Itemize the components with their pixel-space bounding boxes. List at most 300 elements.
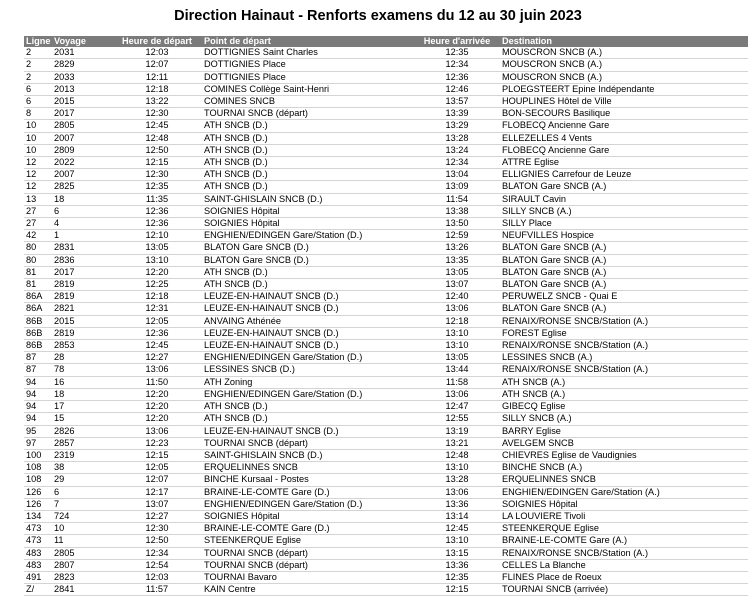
cell-destination: CELLES La Blanche [500,559,748,571]
cell-ligne: 81 [24,266,52,278]
cell-voyage: 6 [52,486,112,498]
cell-heure-arrivee: 13:28 [414,132,500,144]
cell-ligne: 10 [24,120,52,132]
cell-point-depart: KAIN Centre [202,584,414,596]
column-header-destination: Destination [500,36,748,47]
cell-heure-arrivee: 12:34 [414,59,500,71]
cell-voyage: 2831 [52,242,112,254]
cell-destination: TOURNAI SNCB (arrivée) [500,584,748,596]
cell-heure-depart: 12:20 [112,413,202,425]
cell-heure-depart: 12:20 [112,388,202,400]
cell-heure-depart: 12:05 [112,315,202,327]
cell-point-depart: TOURNAI SNCB (départ) [202,437,414,449]
cell-ligne: 134 [24,510,52,522]
cell-heure-depart: 12:30 [112,169,202,181]
cell-heure-depart: 12:17 [112,486,202,498]
cell-heure-arrivee: 12:59 [414,230,500,242]
column-header-heure-arrivee: Heure d'arrivée [414,36,500,47]
table-row [24,352,748,364]
cell-heure-arrivee: 13:19 [414,425,500,437]
column-header-voyage: Voyage [52,36,112,47]
cell-destination: BON-SECOURS Basilique [500,108,748,120]
cell-ligne: 86A [24,303,52,315]
cell-voyage: 2319 [52,449,112,461]
cell-ligne: 95 [24,425,52,437]
cell-voyage: 2841 [52,584,112,596]
cell-destination: SILLY SNCB (A.) [500,413,748,425]
cell-voyage: 2805 [52,547,112,559]
cell-point-depart: COMINES SNCB [202,96,414,108]
table-row [24,120,748,132]
cell-heure-arrivee: 12:48 [414,449,500,461]
cell-voyage: 2836 [52,254,112,266]
cell-ligne: 2 [24,59,52,71]
table-row [24,169,748,181]
cell-heure-arrivee: 12:34 [414,157,500,169]
cell-ligne: 10 [24,132,52,144]
cell-destination: FLINES Place de Roeux [500,571,748,583]
cell-ligne: 473 [24,535,52,547]
cell-point-depart: ATH SNCB (D.) [202,144,414,156]
cell-heure-arrivee: 13:15 [414,547,500,559]
cell-destination: HOUPLINES Hôtel de Ville [500,96,748,108]
cell-heure-depart: 12:30 [112,108,202,120]
cell-heure-arrivee: 11:54 [414,193,500,205]
table-row [24,47,748,59]
cell-heure-arrivee: 13:21 [414,437,500,449]
cell-point-depart: ENGHIEN/EDINGEN Gare/Station (D.) [202,498,414,510]
cell-point-depart: ATH SNCB (D.) [202,132,414,144]
cell-heure-depart: 13:22 [112,96,202,108]
column-header-heure-depart: Heure de départ [112,36,202,47]
cell-heure-depart: 13:06 [112,364,202,376]
cell-ligne: 86B [24,327,52,339]
cell-voyage: 2819 [52,279,112,291]
cell-heure-arrivee: 13:04 [414,169,500,181]
cell-voyage: 2826 [52,425,112,437]
cell-voyage: 2819 [52,291,112,303]
cell-point-depart: ATH SNCB (D.) [202,266,414,278]
cell-destination: MOUSCRON SNCB (A.) [500,47,748,59]
cell-voyage: 2022 [52,157,112,169]
cell-point-depart: ATH SNCB (D.) [202,401,414,413]
cell-destination: AVELGEM SNCB [500,437,748,449]
cell-heure-arrivee: 12:36 [414,71,500,83]
cell-ligne: 42 [24,230,52,242]
cell-point-depart: DOTTIGNIES Place [202,71,414,83]
cell-heure-depart: 12:15 [112,157,202,169]
table-body [24,47,748,596]
cell-voyage: 17 [52,401,112,413]
table-row [24,254,748,266]
cell-point-depart: ATH SNCB (D.) [202,413,414,425]
table-row [24,498,748,510]
cell-destination: RENAIX/RONSE SNCB/Station (A.) [500,547,748,559]
cell-destination: RENAIX/RONSE SNCB/Station (A.) [500,340,748,352]
cell-destination: GIBECQ Eglise [500,401,748,413]
cell-destination: PLOEGSTEERT Epine Indépendante [500,83,748,95]
cell-point-depart: ENGHIEN/EDINGEN Gare/Station (D.) [202,230,414,242]
table-row [24,157,748,169]
cell-point-depart: TOURNAI SNCB (départ) [202,547,414,559]
cell-destination: CHIEVRES Eglise de Vaudignies [500,449,748,461]
cell-voyage: 16 [52,376,112,388]
table-row [24,291,748,303]
cell-point-depart: DOTTIGNIES Saint Charles [202,47,414,59]
cell-heure-arrivee: 12:40 [414,291,500,303]
cell-heure-depart: 12:27 [112,352,202,364]
cell-heure-arrivee: 12:18 [414,315,500,327]
cell-heure-depart: 12:07 [112,59,202,71]
cell-heure-depart: 12:11 [112,71,202,83]
cell-heure-depart: 12:20 [112,266,202,278]
table-row [24,144,748,156]
cell-ligne: 81 [24,279,52,291]
cell-ligne: 2 [24,47,52,59]
cell-heure-arrivee: 12:35 [414,571,500,583]
table-row [24,364,748,376]
table-row [24,547,748,559]
cell-heure-depart: 13:05 [112,242,202,254]
cell-destination: MOUSCRON SNCB (A.) [500,59,748,71]
table-row [24,376,748,388]
table-row [24,449,748,461]
cell-point-depart: LESSINES SNCB (D.) [202,364,414,376]
cell-ligne: 10 [24,144,52,156]
cell-point-depart: SOIGNIES Hôpital [202,218,414,230]
cell-voyage: 29 [52,474,112,486]
cell-point-depart: ATH SNCB (D.) [202,181,414,193]
cell-voyage: 2807 [52,559,112,571]
cell-heure-depart: 12:25 [112,279,202,291]
cell-voyage: 38 [52,462,112,474]
cell-heure-depart: 12:54 [112,559,202,571]
cell-heure-arrivee: 12:15 [414,584,500,596]
cell-point-depart: ATH Zoning [202,376,414,388]
cell-voyage: 2819 [52,327,112,339]
cell-ligne: 483 [24,559,52,571]
cell-point-depart: TOURNAI SNCB (départ) [202,108,414,120]
cell-heure-depart: 12:36 [112,327,202,339]
cell-point-depart: SOIGNIES Hôpital [202,510,414,522]
cell-destination: ATH SNCB (A.) [500,388,748,400]
cell-point-depart: TOURNAI Bavaro [202,571,414,583]
cell-point-depart: BRAINE-LE-COMTE Gare (D.) [202,486,414,498]
table-row [24,205,748,217]
table-row [24,230,748,242]
cell-ligne: 94 [24,376,52,388]
cell-heure-depart: 11:57 [112,584,202,596]
cell-destination: BLATON Gare SNCB (A.) [500,254,748,266]
cell-voyage: 2015 [52,96,112,108]
cell-ligne: 94 [24,388,52,400]
cell-destination: ERQUELINNES SNCB [500,474,748,486]
table-row [24,462,748,474]
cell-voyage: 2829 [52,59,112,71]
cell-heure-arrivee: 13:24 [414,144,500,156]
cell-voyage: 6 [52,205,112,217]
cell-ligne: 27 [24,205,52,217]
cell-destination: ENGHIEN/EDINGEN Gare/Station (A.) [500,486,748,498]
table-row [24,303,748,315]
cell-destination: SILLY SNCB (A.) [500,205,748,217]
cell-point-depart: ERQUELINNES SNCB [202,462,414,474]
cell-destination: PERUWELZ SNCB - Quai E [500,291,748,303]
cell-voyage: 1 [52,230,112,242]
table-row [24,535,748,547]
cell-heure-depart: 12:15 [112,449,202,461]
document-title: Direction Hainaut - Renforts examens du 12 au 30 juin 2023 [174,8,582,24]
cell-heure-arrivee: 12:45 [414,523,500,535]
cell-heure-arrivee: 13:38 [414,205,500,217]
cell-heure-depart: 12:45 [112,340,202,352]
cell-heure-depart: 12:50 [112,535,202,547]
cell-heure-arrivee: 13:35 [414,254,500,266]
column-header-ligne: Ligne [26,36,51,46]
cell-destination: ATTRE Eglise [500,157,748,169]
table-row [24,474,748,486]
cell-voyage: 78 [52,364,112,376]
cell-point-depart: COMINES Collège Saint-Henri [202,83,414,95]
table-row [24,193,748,205]
cell-heure-depart: 12:45 [112,120,202,132]
cell-heure-depart: 12:03 [112,47,202,59]
table-row [24,71,748,83]
cell-point-depart: LEUZE-EN-HAINAUT SNCB (D.) [202,340,414,352]
cell-heure-arrivee: 13:50 [414,218,500,230]
cell-voyage: 11 [52,535,112,547]
cell-voyage: 2809 [52,144,112,156]
table-row [24,388,748,400]
cell-voyage: 10 [52,523,112,535]
table-row [24,279,748,291]
cell-heure-depart: 12:18 [112,291,202,303]
table-row [24,523,748,535]
cell-destination: RENAIX/RONSE SNCB/Station (A.) [500,315,748,327]
cell-ligne: 491 [24,571,52,583]
cell-heure-arrivee: 13:39 [414,108,500,120]
cell-heure-arrivee: 13:28 [414,474,500,486]
cell-point-depart: BRAINE-LE-COMTE Gare (D.) [202,523,414,535]
cell-voyage: 7 [52,498,112,510]
cell-heure-arrivee: 13:10 [414,535,500,547]
cell-destination: BLATON Gare SNCB (A.) [500,303,748,315]
cell-ligne: 86B [24,340,52,352]
cell-ligne: 13 [24,193,52,205]
table-row [24,132,748,144]
table-row [24,510,748,522]
table-row [24,242,748,254]
schedule-table [24,36,748,596]
cell-voyage: 18 [52,388,112,400]
cell-voyage: 2013 [52,83,112,95]
cell-voyage: 2805 [52,120,112,132]
cell-ligne: 80 [24,242,52,254]
cell-ligne: 12 [24,181,52,193]
cell-heure-arrivee: 13:05 [414,266,500,278]
cell-voyage: 2007 [52,169,112,181]
cell-point-depart: LEUZE-EN-HAINAUT SNCB (D.) [202,327,414,339]
cell-voyage: 2825 [52,181,112,193]
cell-destination: ELLIGNIES Carrefour de Leuze [500,169,748,181]
cell-voyage: 2857 [52,437,112,449]
cell-voyage: 2821 [52,303,112,315]
cell-point-depart: STEENKERQUE Eglise [202,535,414,547]
cell-destination: ATH SNCB (A.) [500,376,748,388]
cell-heure-depart: 13:06 [112,425,202,437]
cell-heure-depart: 12:10 [112,230,202,242]
table-row [24,486,748,498]
cell-point-depart: ATH SNCB (D.) [202,279,414,291]
cell-heure-arrivee: 13:10 [414,327,500,339]
table-row [24,401,748,413]
cell-point-depart: SAINT-GHISLAIN SNCB (D.) [202,449,414,461]
cell-heure-depart: 11:35 [112,193,202,205]
cell-destination: LESSINES SNCB (A.) [500,352,748,364]
table-row [24,327,748,339]
cell-voyage: 18 [52,193,112,205]
cell-heure-arrivee: 12:47 [414,401,500,413]
cell-voyage: 28 [52,352,112,364]
table-row [24,571,748,583]
cell-destination: MOUSCRON SNCB (A.) [500,71,748,83]
cell-heure-depart: 12:18 [112,83,202,95]
cell-ligne: 94 [24,401,52,413]
cell-ligne: 87 [24,364,52,376]
cell-ligne: 6 [24,96,52,108]
cell-voyage: 2007 [52,132,112,144]
cell-ligne: 483 [24,547,52,559]
cell-point-depart: BLATON Gare SNCB (D.) [202,254,414,266]
table-row [24,96,748,108]
cell-ligne: 80 [24,254,52,266]
table-row [24,218,748,230]
cell-heure-depart: 12:30 [112,523,202,535]
cell-heure-depart: 11:50 [112,376,202,388]
table-row [24,108,748,120]
cell-point-depart: ATH SNCB (D.) [202,157,414,169]
cell-point-depart: ANVAING Athénée [202,315,414,327]
cell-heure-arrivee: 13:57 [414,96,500,108]
cell-ligne: 2 [24,71,52,83]
cell-point-depart: ENGHIEN/EDINGEN Gare/Station (D.) [202,388,414,400]
cell-heure-depart: 12:48 [112,132,202,144]
cell-heure-depart: 12:20 [112,401,202,413]
cell-destination: BLATON Gare SNCB (A.) [500,279,748,291]
cell-voyage: 2033 [52,71,112,83]
cell-heure-arrivee: 13:05 [414,352,500,364]
cell-heure-arrivee: 13:10 [414,462,500,474]
cell-voyage: 2031 [52,47,112,59]
cell-point-depart: LEUZE-EN-HAINAUT SNCB (D.) [202,425,414,437]
cell-heure-arrivee: 13:29 [414,120,500,132]
cell-point-depart: ATH SNCB (D.) [202,120,414,132]
cell-heure-depart: 12:50 [112,144,202,156]
table-row [24,340,748,352]
cell-heure-depart: 13:10 [112,254,202,266]
cell-heure-arrivee: 13:26 [414,242,500,254]
cell-heure-depart: 12:03 [112,571,202,583]
cell-ligne: 27 [24,218,52,230]
cell-heure-arrivee: 13:14 [414,510,500,522]
table-row [24,181,748,193]
cell-heure-depart: 12:36 [112,205,202,217]
table-header-row [24,36,748,47]
table-row [24,266,748,278]
cell-point-depart: DOTTIGNIES Place [202,59,414,71]
table-row [24,437,748,449]
cell-ligne: 473 [24,523,52,535]
table-row [24,315,748,327]
table-row [24,559,748,571]
cell-heure-arrivee: 13:06 [414,388,500,400]
cell-ligne: 6 [24,83,52,95]
cell-heure-depart: 12:23 [112,437,202,449]
cell-ligne: Z/ [24,584,52,596]
cell-ligne: 12 [24,157,52,169]
cell-destination: BLATON Gare SNCB (A.) [500,266,748,278]
cell-ligne: 97 [24,437,52,449]
cell-destination: BLATON Gare SNCB (A.) [500,181,748,193]
cell-heure-arrivee: 12:35 [414,47,500,59]
cell-destination: BRAINE-LE-COMTE Gare (A.) [500,535,748,547]
cell-destination: STEENKERQUE Eglise [500,523,748,535]
cell-voyage: 2017 [52,266,112,278]
cell-heure-depart: 12:27 [112,510,202,522]
cell-ligne: 108 [24,462,52,474]
cell-point-depart: TOURNAI SNCB (départ) [202,559,414,571]
cell-point-depart: LEUZE-EN-HAINAUT SNCB (D.) [202,303,414,315]
cell-voyage: 2015 [52,315,112,327]
cell-destination: BLATON Gare SNCB (A.) [500,242,748,254]
cell-destination: ELLEZELLES 4 Vents [500,132,748,144]
cell-destination: NEUFVILLES Hospice [500,230,748,242]
cell-point-depart: ATH SNCB (D.) [202,169,414,181]
cell-destination: SIRAULT Cavin [500,193,748,205]
table-row [24,83,748,95]
cell-ligne: 126 [24,486,52,498]
cell-heure-arrivee: 13:10 [414,340,500,352]
cell-destination: FLOBECQ Ancienne Gare [500,120,748,132]
table-row [24,584,748,596]
cell-destination: LA LOUVIERE Tivoli [500,510,748,522]
cell-ligne: 108 [24,474,52,486]
cell-ligne: 86B [24,315,52,327]
cell-heure-arrivee: 13:09 [414,181,500,193]
cell-destination: SOIGNIES Hôpital [500,498,748,510]
cell-destination: BARRY Eglise [500,425,748,437]
cell-destination: BINCHE SNCB (A.) [500,462,748,474]
cell-heure-arrivee: 13:06 [414,303,500,315]
cell-heure-arrivee: 11:58 [414,376,500,388]
cell-point-depart: SAINT-GHISLAIN SNCB (D.) [202,193,414,205]
table-row [24,413,748,425]
cell-heure-arrivee: 13:36 [414,559,500,571]
cell-heure-arrivee: 12:55 [414,413,500,425]
cell-heure-depart: 12:34 [112,547,202,559]
cell-heure-depart: 12:05 [112,462,202,474]
cell-heure-depart: 12:07 [112,474,202,486]
cell-destination: RENAIX/RONSE SNCB/Station (A.) [500,364,748,376]
cell-destination: FLOBECQ Ancienne Gare [500,144,748,156]
cell-voyage: 4 [52,218,112,230]
cell-voyage: 15 [52,413,112,425]
cell-ligne: 8 [24,108,52,120]
cell-heure-depart: 12:36 [112,218,202,230]
cell-point-depart: BLATON Gare SNCB (D.) [202,242,414,254]
cell-heure-arrivee: 13:44 [414,364,500,376]
cell-point-depart: ENGHIEN/EDINGEN Gare/Station (D.) [202,352,414,364]
